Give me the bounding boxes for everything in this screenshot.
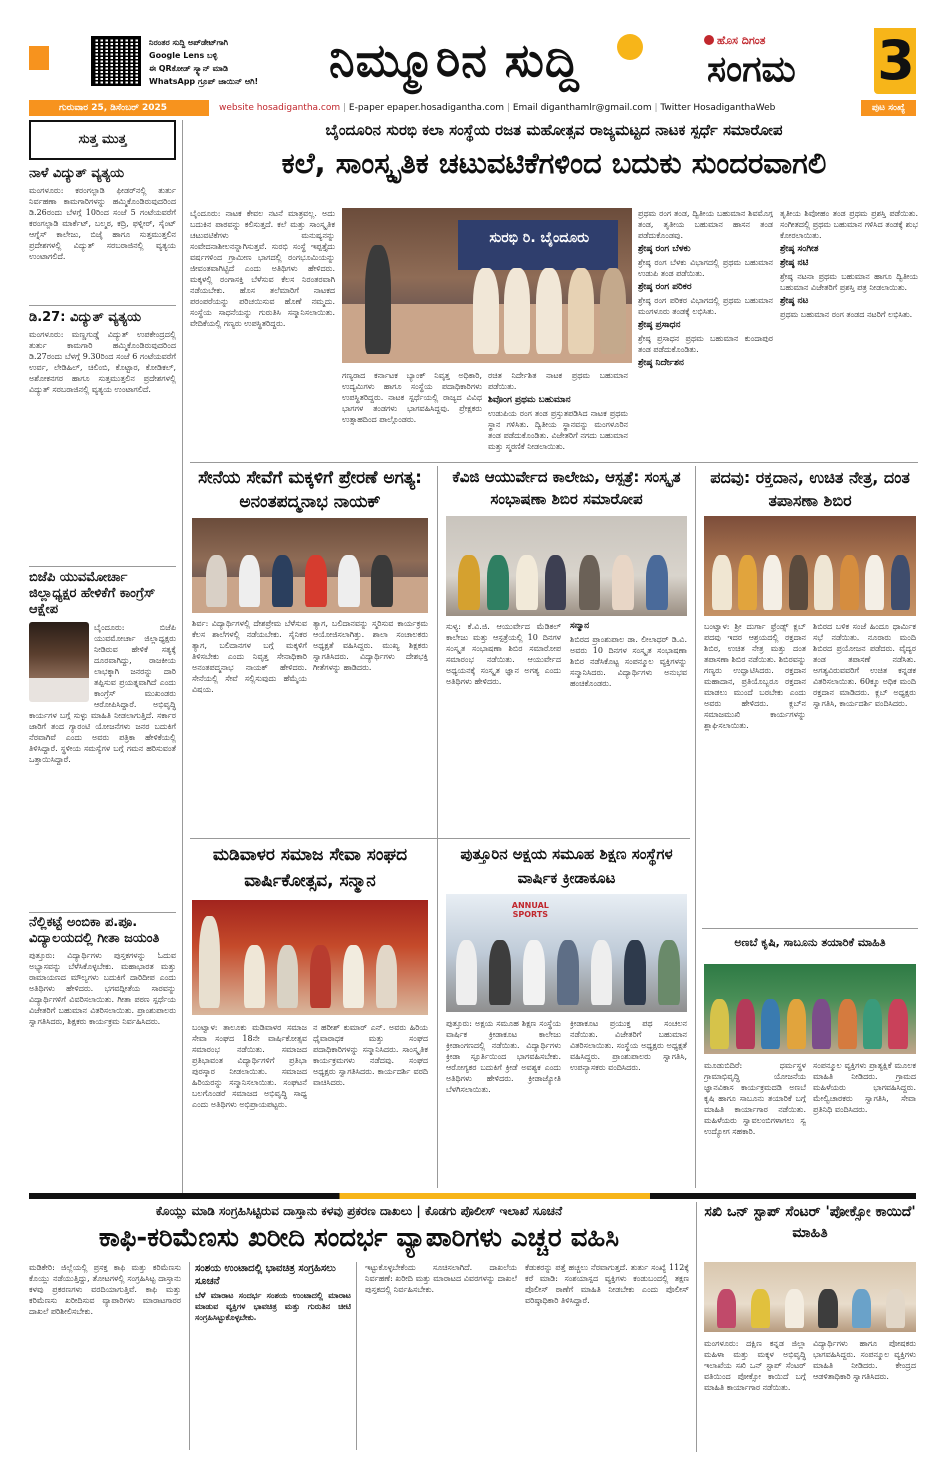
sidebar-story-3	[29, 570, 176, 910]
lead-col-1: ಬೈಂದೂರು: ನಾಟಕ ಕೇವಲ ನಟನೆ ಮಾತ್ರವಲ್ಲ. ಅದು ಬದುಕಿನ ಪಾಠವನ್ನು ಕಲಿಸುತ್ತದೆ. ಕಲೆ ಮತ್ತು ಸಾಂಸ್ಕೃತಿಕ ಚಟುವಟಿಕೆಗಳು ಮನುಷ್ಯನನ್ನು ಸಂವೇದನಾಶೀಲನನ್ನಾಗಿಸುತ್ತವೆ. ಸುರಭಿ ಸಂಸ್ಥೆ ಇಪ್ಪತ್ತೈದು ವರ್ಷಗಳಿಂದ ಗ್ರಾಮೀಣ ಭಾಗದಲ್ಲಿ ರಂಗಭೂಮಿಯನ್ನು ಜೀವಂತವಾಗಿಟ್ಟಿದೆ ಎಂದು ಅತಿಥಿಗಳು ಹೇಳಿದರು. ಮಕ್ಕಳಲ್ಲಿ ರಂಗಾಸಕ್ತಿ ಬೆಳೆಸುವ ಕೆಲಸ ನಿರಂತರವಾಗಿ ನಡೆಯಬೇಕು. ಹೊಸ ತಲೆಮಾರಿಗೆ ನಾಟಕದ ಪರಂಪರೆಯನ್ನು ಪರಿಚಯಿಸುವ ಹೊಣೆ ನಮ್ಮದು. ಸಂಸ್ಥೆಯ ಸಾಧನೆಯನ್ನು ಗುರುತಿಸಿ ಸನ್ಮಾನಿಸಲಾಯಿತು. ವೇದಿಕೆಯಲ್ಲಿ ಗಣ್ಯರು ಉಪಸ್ಥಿತರಿದ್ದರು.	[190, 209, 335, 328]
lead-subhead: ಶ್ರೇಷ್ಠ ಸಂಗೀತ	[780, 244, 819, 254]
divider	[29, 305, 176, 306]
column-divider	[437, 466, 438, 1188]
story-coffee-box-headline: ಸಂಶಯ ಉಂಟಾದಲ್ಲಿ ಭಾವಚಿತ್ರ ಸಂಗ್ರಹಿಸಲು ಸೂಚನೆ	[195, 1263, 336, 1287]
story-sakhi-headline: ಸಖಿ ಒನ್ ಸ್ಟಾಪ್ ಸೆಂಟರ್ 'ಪೋಕ್ಸೋ ಕಾಯಿದೆ' ಮಾಹಿತಿ	[704, 1204, 916, 1241]
lead-photo	[342, 208, 632, 363]
page-number: 3	[877, 29, 915, 92]
masthead-sun-icon	[617, 34, 643, 60]
story-army-col-1: ಶಿರ್ವ: ವಿದ್ಯಾರ್ಥಿಗಳಲ್ಲಿ ದೇಶಪ್ರೇಮ ಬೆಳೆಸುವ ಕೆಲಸ ಶಾಲೆಗಳಲ್ಲಿ ನಡೆಯಬೇಕು. ಸೈನಿಕರ ತ್ಯಾಗ, ಬಲಿದಾನಗಳ ಬಗ್ಗೆ ಮಕ್ಕಳಿಗೆ ತಿಳಿಸಬೇಕು ಎಂದು ನಿವೃತ್ತ ಸೇನಾಧಿಕಾರಿ ಅನಂತಪದ್ಮನಾಭ ನಾಯಕ್ ಹೇಳಿದರು. ಸೇನೆಯಲ್ಲಿ ಸೇವೆ ಸಲ್ಲಿಸುವುದು ಹೆಮ್ಮೆಯ ವಿಷಯ.	[192, 619, 307, 694]
story-sanskrit-headline: ಕೆವಿಜಿ ಆಯುರ್ವೇದ ಕಾಲೇಜು, ಆಸ್ಪತ್ರೆ: ಸಂಸ್ಕೃತ ಸಂಭಾಷಣಾ ಶಿಬಿರ ಸಮಾರೋಪ	[452, 468, 681, 508]
lead-subhead: ಶಿವೊಂಗ ಪ್ರಥಮ ಬಹುಮಾನ	[488, 395, 571, 405]
story-coffee-col-2: ಇಟ್ಟುಕೊಳ್ಳಬೇಕೆಂದು ಸೂಚಿಸಲಾಗಿದೆ. ದಾಖಲೆಯ ನಿರ್ವಹಣೆ: ಖರೀದಿ ಮತ್ತು ಮಾರಾಟದ ವಿವರಗಳನ್ನು ದಾಖಲೆ ಪುಸ್ತಕದಲ್ಲಿ ನಿರ್ವಹಿಸಬೇಕು.	[365, 1263, 517, 1294]
story-coffee-box-body: ಬೆಳೆ ಮಾರಾಟ ಸಂದರ್ಭ ಸಂಶಯ ಉಂಟಾದಲ್ಲಿ ಮಾರಾಟ ಮಾಡುವ ವ್ಯಕ್ತಿಗಳ ಭಾವಚಿತ್ರ ಮತ್ತು ಗುರುತಿನ ಚೀಟಿ ಸಂಗ್ರಹಿಸಿಟ್ಟುಕೊಳ್ಳಬೇಕು.	[195, 1290, 351, 1322]
sidebar-story-4-body: ಪುತ್ತೂರು: ವಿದ್ಯಾರ್ಥಿಗಳು ಪುಸ್ತಕಗಳನ್ನು ಓದುವ ಅಭ್ಯಾಸವನ್ನು ಬೆಳೆಸಿಕೊಳ್ಳಬೇಕು. ಮಹಾಭಾರತ ಮತ್ತು ರಾಮಾಯಣದ ಮೌಲ್ಯಗಳು ಬದುಕಿಗೆ ದಾರಿದೀಪ ಎಂದು ಅತಿಥಿಗಳು ಹೇಳಿದರು. ಭಗವದ್ಗೀತೆಯ ಸಾರವನ್ನು ವಿದ್ಯಾರ್ಥಿಗಳಿಗೆ ವಿವರಿಸಲಾಯಿತು. ಗೀತಾ ಪಠಣ ಸ್ಪರ್ಧೆಯ ವಿಜೇತರಿಗೆ ಬಹುಮಾನ ವಿತರಿಸಲಾಯಿತು. ಪ್ರಾಂಶುಪಾಲರು ಸ್ವಾಗತಿಸಿದರು, ಶಿಕ್ಷಕರು ಕಾರ್ಯಕ್ರಮ ನಿರ್ವಹಿಸಿದರು.	[29, 951, 176, 1026]
story-coffee-kicker: ಕೊಯ್ಲು ಮಾಡಿ ಸಂಗ್ರಹಿಸಿಟ್ಟಿರುವ ದಾಸ್ತಾನು ಕಳವು ಪ್ರಕರಣ ದಾಖಲು | ಕೊಡಗು ಪೊಲೀಸ್ ಇಲಾಖೆ ಸೂಚನೆ	[155, 1204, 563, 1218]
story-sports-headline: ಪುತ್ತೂರಿನ ಅಕ್ಷಯ ಸಮೂಹ ಶಿಕ್ಷಣ ಸಂಸ್ಥೆಗಳ ವಾರ್ಷಿಕ ಕ್ರೀಡಾಕೂಟ	[460, 845, 673, 887]
masthead	[29, 28, 916, 100]
story-sports-photo	[446, 894, 687, 1012]
story-coffee	[29, 1202, 689, 1452]
contact-strip: website hosadigantha.com | E-paper epaper.hosadigantha.com | Email diganthamlr@gmail.com | Twitter HosadiganthaWeb	[219, 103, 776, 113]
story-health-camp	[702, 466, 918, 926]
sidebar-story-3-headline: ಬಿಜೆಪಿ ಯುವಮೋರ್ಚಾ ಜಿಲ್ಲಾಧ್ಯಕ್ಷರ ಹೇಳಿಕೆಗೆ ಕಾಂಗ್ರೆಸ್ ಆಕ್ಷೇಪ	[29, 570, 156, 617]
lead-subhead: ಶ್ರೇಷ್ಠ ನಟ	[780, 296, 809, 306]
lead-col-5: ತೃತೀಯ ಶಿವೋಹಂ ತಂಡ ಪ್ರಥಮ ಪ್ರಶಸ್ತಿ ಪಡೆಯಿತು. ಸಂಗೀತದಲ್ಲಿ ಪ್ರಥಮ ಬಹುಮಾನ ಗಳಿಸಿದ ತಂಡಕ್ಕೆ ಶುಭ ಕೋರಲಾಯಿತು. ಶ್ರೇಷ್ಠ ಸಂಗೀತ ಶ್ರೇಷ್ಠ ನಟಿ ಶ್ರೇಷ್ಠ ನಟನಾ ಪ್ರಥಮ ಬಹುಮಾನ ಹಾಗೂ ದ್ವಿತೀಯ ಬಹುಮಾನ ವಿಜೇತರಿಗೆ ಪ್ರಶಸ್ತಿ ಪತ್ರ ನೀಡಲಾಯಿತು. ಶ್ರೇಷ್ಠ ನಟ ಪ್ರಥಮ ಬಹುಮಾನ ರಂಗ ತಂಡದ ನಟರಿಗೆ ಲಭಿಸಿತು.	[780, 209, 918, 319]
story-sports-col-2: ಕ್ರೀಡಾಕೂಟ ಪ್ರಯುಕ್ತ ಪಥ ಸಂಚಲನ ನಡೆಯಿತು. ವಿಜೇತರಿಗೆ ಬಹುಮಾನ ವಿತರಿಸಲಾಯಿತು. ಸಂಸ್ಥೆಯ ಅಧ್ಯಕ್ಷರು ಅಧ್ಯಕ್ಷತೆ ವಹಿಸಿದ್ದರು. ಪ್ರಾಂಶುಪಾಲರು ಸ್ವಾಗತಿಸಿ, ಉಪನ್ಯಾಸಕರು ವಂದಿಸಿದರು.	[570, 1019, 687, 1072]
story-sports-photo-banner: ANNUAL SPORTS	[511, 901, 549, 920]
sidebar-story-1-headline: ನಾಳೆ ವಿದ್ಯುತ್ ವ್ಯತ್ಯಯ	[29, 166, 125, 181]
sidebar-story-3-body: ಬೈಂದೂರು: ಬಿಜೆಪಿ ಯುವಮೋರ್ಚಾ ಜಿಲ್ಲಾಧ್ಯಕ್ಷರು ನೀಡಿರುವ ಹೇಳಿಕೆ ಸತ್ಯಕ್ಕೆ ದೂರವಾಗಿದ್ದು, ರಾಜಕೀಯ ಲಾಭಕ್ಕಾಗಿ ಜನರನ್ನು ದಾರಿ ತಪ್ಪಿಸುವ ಪ್ರಯತ್ನವಾಗಿದೆ ಎಂದು ಕಾಂಗ್ರೆಸ್ ಮುಖಂಡರು ಆರೋಪಿಸಿದ್ದಾರೆ. ಅಭಿವೃದ್ಧಿ ಕಾರ್ಯಗಳ ಬಗ್ಗೆ ಸುಳ್ಳು ಮಾಹಿತಿ ನೀಡಲಾಗುತ್ತಿದೆ. ಸರ್ಕಾರ ಜಾರಿಗೆ ತಂದ ಗ್ಯಾರಂಟಿ ಯೋಜನೆಗಳು ಜನರ ಬದುಕಿಗೆ ನೆರವಾಗಿವೆ ಎಂದು ಅವರು ಪತ್ರಿಕಾ ಹೇಳಿಕೆಯಲ್ಲಿ ತಿಳಿಸಿದ್ದಾರೆ. ಸ್ಥಳೀಯ ಸಮಸ್ಯೆಗಳ ಬಗ್ಗೆ ಗಮನ ಹರಿಸುವಂತೆ ಒತ್ತಾಯಿಸಿದ್ದಾರೆ.	[29, 623, 176, 764]
story-mushroom-photo	[704, 964, 916, 1054]
section-name: ಸಂಗಮ	[707, 49, 796, 90]
column-divider	[696, 1202, 697, 1452]
story-madivala-col-1: ಬಂಟ್ವಾಳ: ತಾಲೂಕು ಮಡಿವಾಳರ ಸಮಾಜ ಸೇವಾ ಸಂಘದ 18ನೇ ವಾರ್ಷಿಕೋತ್ಸವ ಸಮಾರಂಭ ನಡೆಯಿತು. ಸಮಾಜದ ಪ್ರತಿಭಾವಂತ ವಿದ್ಯಾರ್ಥಿಗಳಿಗೆ ಪ್ರತಿಭಾ ಪುರಸ್ಕಾರ ನೀಡಲಾಯಿತು. ಸಮಾಜದ ಹಿರಿಯರನ್ನು ಸನ್ಮಾನಿಸಲಾಯಿತು. ಸಂಘಟನೆ ಬಲಗೊಂಡರೆ ಸಮಾಜದ ಅಭಿವೃದ್ಧಿ ಸಾಧ್ಯ ಎಂದು ಅತಿಥಿಗಳು ಅಭಿಪ್ರಾಯಪಟ್ಟರು.	[192, 1023, 307, 1109]
sidebar-story-2-body: ಮಂಗಳೂರು: ಮಣ್ಣಗುಡ್ಡೆ ವಿದ್ಯುತ್ ಉಪಕೇಂದ್ರದಲ್ಲಿ ತುರ್ತು ಕಾಮಗಾರಿ ಹಮ್ಮಿಕೊಂಡಿರುವುದರಿಂದ ಡಿ.27ರಂದು ಬೆಳಗ್ಗೆ 9.30ರಿಂದ ಸಂಜೆ 6 ಗಂಟೆಯವರೆಗೆ ಉರ್ವ, ಲೇಡಿಹಿಲ್, ಚಿಲಿಂಬಿ, ಕೊಟ್ಟಾರ, ಕೋಡಿಕಲ್, ಅಶೋಕನಗರ ಹಾಗೂ ಸುತ್ತಮುತ್ತಲಿನ ಪ್ರದೇಶಗಳಲ್ಲಿ ವಿದ್ಯುತ್ ಸರಬರಾಜಿನಲ್ಲಿ ವ್ಯತ್ಯಯ ಉಂಟಾಗಲಿದೆ.	[29, 330, 176, 394]
lead-kicker: ಬೈಂದೂರಿನ ಸುರಭಿ ಕಲಾ ಸಂಸ್ಥೆಯ ರಜತ ಮಹೋತ್ಸವ ರಾಜ್ಯಮಟ್ಟದ ನಾಟಕ ಸ್ಪರ್ಧೆ ಸಮಾರೋಪ	[325, 121, 783, 139]
story-sanskrit-subhead: ಸನ್ಮಾನ	[570, 621, 590, 631]
column-divider	[695, 466, 696, 1188]
story-health-camp-headline: ಪದವು: ರಕ್ತದಾನ, ಉಚಿತ ನೇತ್ರ, ದಂತ ತಪಾಸಣಾ ಶಿಬಿರ	[710, 468, 910, 510]
brand-logo: ಹೊಸ ದಿಗಂತ	[704, 34, 766, 48]
story-coffee-headline: ಕಾಫಿ-ಕರಿಮೆಣಸು ಖರೀದಿ ಸಂದರ್ಭ ವ್ಯಾಪಾರಿಗಳು ಎಚ್ಚರ ವಹಿಸಿ	[98, 1223, 620, 1253]
story-coffee-col-3: ಕೆಡುಕರನ್ನು ಪತ್ತೆ ಹಚ್ಚಲು ನೆರವಾಗುತ್ತದೆ. ತುರ್ತು ಸಂಖ್ಯೆ 112ಕ್ಕೆ ಕರೆ ಮಾಡಿ: ಸಂಶಯಾಸ್ಪದ ವ್ಯಕ್ತಿಗಳು ಕಂಡುಬಂದಲ್ಲಿ ತಕ್ಷಣ ಪೊಲೀಸ್ ಠಾಣೆಗೆ ಮಾಹಿತಿ ನೀಡಬೇಕು ಎಂದು ಪೊಲೀಸ್ ವರಿಷ್ಠಾಧಿಕಾರಿ ತಿಳಿಸಿದ್ದಾರೆ.	[525, 1263, 689, 1305]
story-coffee-col-1: ಮಡಿಕೇರಿ: ಜಿಲ್ಲೆಯಲ್ಲಿ ಪ್ರಸಕ್ತ ಕಾಫಿ ಮತ್ತು ಕರಿಮೆಣಸು ಕೊಯ್ಲು ನಡೆಯುತ್ತಿದ್ದು, ತೋಟಗಳಲ್ಲಿ ಸಂಗ್ರಹಿಸಿಟ್ಟ ದಾಸ್ತಾನು ಕಳವು ಪ್ರಕರಣಗಳು ವರದಿಯಾಗುತ್ತಿವೆ. ಕಾಫಿ ಮತ್ತು ಕರಿಮೆಣಸು ಖರೀದಿಸುವ ವ್ಯಾಪಾರಿಗಳು ಮಾರಾಟಗಾರರ ದಾಖಲೆ ಪರಿಶೀಲಿಸಬೇಕು.	[29, 1263, 181, 1316]
divider	[29, 566, 176, 567]
story-health-camp-col-1: ಬಂಟ್ವಾಳ: ಶ್ರೀ ದುರ್ಗಾ ಫ್ರೆಂಡ್ಸ್ ಕ್ಲಬ್ ಪದವು ಇದರ ಆಶ್ರಯದಲ್ಲಿ ರಕ್ತದಾನ ಶಿಬಿರ, ಉಚಿತ ನೇತ್ರ ಮತ್ತು ದಂತ ತಪಾಸಣಾ ಶಿಬಿರ ನಡೆಯಿತು. ಶಿಬಿರವನ್ನು ಗಣ್ಯರು ಉದ್ಘಾಟಿಸಿದರು. ರಕ್ತದಾನ ಮಹಾದಾನ, ಪ್ರತಿಯೊಬ್ಬರೂ ರಕ್ತದಾನ ಮಾಡಲು ಮುಂದೆ ಬರಬೇಕು ಎಂದು ಅವರು ಹೇಳಿದರು. ಕ್ಲಬ್‌ನ ಸಮಾಜಮುಖಿ ಕಾರ್ಯಗಳನ್ನು ಶ್ಲಾಘಿಸಲಾಯಿತು.	[704, 622, 806, 730]
story-army	[190, 466, 430, 836]
story-army-col-2: ತ್ಯಾಗ, ಬಲಿದಾನವನ್ನು ಸ್ಮರಿಸುವ ಕಾರ್ಯಕ್ರಮ ಆಯೋಜಿಸಲಾಗಿತ್ತು. ಶಾಲಾ ಸಂಚಾಲಕರು ಅಧ್ಯಕ್ಷತೆ ವಹಿಸಿದ್ದರು. ಮುಖ್ಯ ಶಿಕ್ಷಕರು ಸ್ವಾಗತಿಸಿದರು. ವಿದ್ಯಾರ್ಥಿಗಳು ದೇಶಭಕ್ತಿ ಗೀತೆಗಳನ್ನು ಹಾಡಿದರು.	[313, 619, 428, 672]
story-sakhi-col-1: ಮಂಗಳೂರು: ದಕ್ಷಿಣ ಕನ್ನಡ ಜಿಲ್ಲಾ ಮಹಿಳಾ ಮತ್ತು ಮಕ್ಕಳ ಅಭಿವೃದ್ಧಿ ಇಲಾಖೆಯ ಸಖಿ ಒನ್ ಸ್ಟಾಪ್ ಸೆಂಟರ್ ವತಿಯಿಂದ ಪೋಕ್ಸೋ ಕಾಯಿದೆ ಬಗ್ಗೆ ಮಾಹಿತಿ ಕಾರ್ಯಾಗಾರ ನಡೆಯಿತು.	[704, 1339, 806, 1392]
lead-story	[190, 120, 918, 465]
story-madivala-headline: ಮಡಿವಾಳರ ಸಮಾಜ ಸೇವಾ ಸಂಘದ ವಾರ್ಷಿಕೋತ್ಸವ, ಸನ್ಮಾನ	[212, 845, 408, 891]
lead-col-4: ಪ್ರಥಮ ರಂಗ ತಂಡ, ದ್ವಿತೀಯ ಬಹುಮಾನ ಶಿವಮೊಗ್ಗ ತಂಡ, ತೃತೀಯ ಬಹುಮಾನ ಹಾಸನ ತಂಡ ಪಡೆದುಕೊಂಡವು. ಶ್ರೇಷ್ಠ ರಂಗ ಬೆಳಕು ಶ್ರೇಷ್ಠ ರಂಗ ಬೆಳಕು ವಿಭಾಗದಲ್ಲಿ ಪ್ರಥಮ ಬಹುಮಾನ ಉಡುಪಿ ತಂಡ ಪಡೆಯಿತು. ಶ್ರೇಷ್ಠ ರಂಗ ಪರಿಕರ ಶ್ರೇಷ್ಠ ರಂಗ ಪರಿಕರ ವಿಭಾಗದಲ್ಲಿ ಪ್ರಥಮ ಬಹುಮಾನ ಮಂಗಳೂರು ತಂಡಕ್ಕೆ ಲಭಿಸಿತು. ಶ್ರೇಷ್ಠ ಪ್ರಸಾಧನ ಶ್ರೇಷ್ಠ ಪ್ರಸಾಧನ ಪ್ರಥಮ ಬಹುಮಾನ ಕುಂದಾಪುರ ತಂಡ ಪಡೆದುಕೊಂಡಿತು. ಶ್ರೇಷ್ಠ ನಿರ್ದೇಶನ	[638, 209, 773, 368]
lead-subhead: ಶ್ರೇಷ್ಠ ನಿರ್ದೇಶನ	[638, 358, 684, 368]
info-bar	[29, 100, 916, 116]
story-sakhi-col-2: ವಿದ್ಯಾರ್ಥಿಗಳು ಹಾಗೂ ಪೋಷಕರು ಭಾಗವಹಿಸಿದ್ದರು. ಸಂಪನ್ಮೂಲ ವ್ಯಕ್ತಿಗಳು ಮಾಹಿತಿ ನೀಡಿದರು. ಕೇಂದ್ರದ ಆಡಳಿತಾಧಿಕಾರಿ ಸ್ವಾಗತಿಸಿದರು.	[813, 1339, 916, 1381]
story-coffee-box	[189, 1262, 357, 1450]
sidebar-story-4-headline: ನೆಲ್ಲಿಕಟ್ಟೆ ಅಂಬಿಕಾ ಪ.ಪೂ. ವಿದ್ಯಾಲಯದಲ್ಲಿ ಗೀತಾ ಜಯಂತಿ	[29, 915, 160, 946]
story-sakhi	[702, 1202, 918, 1452]
qr-code-icon[interactable]	[91, 36, 141, 86]
date-box: ಗುರುವಾರ 25, ಡಿಸೆಂಬರ್ 2025	[29, 100, 209, 116]
lead-col-3: ರಚಿತ ನಿರ್ದೇಶಿತ ನಾಟಕ ಪ್ರಥಮ ಬಹುಮಾನ ಪಡೆಯಿತು. ಶಿವೊಂಗ ಪ್ರಥಮ ಬಹುಮಾನ ಉಡುಪಿಯ ರಂಗ ತಂಡ ಪ್ರಸ್ತುತಪಡಿಸಿದ ನಾಟಕ ಪ್ರಥಮ ಸ್ಥಾನ ಗಳಿಸಿತು. ದ್ವಿತೀಯ ಸ್ಥಾನವನ್ನು ಮಂಗಳೂರಿನ ತಂಡ ಪಡೆದುಕೊಂಡಿತು. ವಿಜೇತರಿಗೆ ನಗದು ಬಹುಮಾನ ಮತ್ತು ಸ್ಮರಣಿಕೆ ನೀಡಲಾಯಿತು.	[488, 371, 628, 451]
divider	[190, 838, 690, 839]
story-army-headline: ಸೇನೆಯ ಸೇವೆಗೆ ಮಕ್ಕಳಿಗೆ ಪ್ರೇರಣೆ ಅಗತ್ಯ: ಅನಂತಪದ್ಮನಾಭ ನಾಯಕ್	[198, 468, 422, 512]
lead-subhead: ಶ್ರೇಷ್ಠ ರಂಗ ಬೆಳಕು	[638, 244, 691, 254]
divider	[190, 462, 918, 463]
divider	[702, 928, 918, 929]
avatar	[29, 622, 89, 702]
epaper-link[interactable]: E-paper epaper.hosadigantha.com	[348, 103, 505, 113]
bottom-band	[29, 1193, 916, 1199]
lead-subhead: ಶ್ರೇಷ್ಠ ರಂಗ ಪರಿಕರ	[638, 282, 692, 292]
story-madivala-col-2: ನ ಹರೀಶ್ ಕುಮಾರ್ ಎನ್. ಅವರು ಹಿರಿಯ ಧೈವಾರಾಧಕ ಮತ್ತು ಸಂಘದ ಪದಾಧಿಕಾರಿಗಳನ್ನು ಸನ್ಮಾನಿಸಿದರು. ಸಾಂಸ್ಕೃತಿಕ ಕಾರ್ಯಕ್ರಮಗಳು ನಡೆದವು. ಸಂಘದ ಅಧ್ಯಕ್ಷರು ಸ್ವಾಗತಿಸಿದರು. ಕಾರ್ಯದರ್ಶಿ ವರದಿ ವಾಚಿಸಿದರು.	[313, 1023, 428, 1087]
story-army-photo	[192, 518, 428, 613]
story-health-camp-photo	[704, 516, 916, 616]
column-divider	[182, 120, 183, 1195]
divider	[29, 912, 176, 913]
story-sakhi-photo	[704, 1262, 916, 1332]
story-sports	[444, 842, 689, 1192]
lead-subhead: ಶ್ರೇಷ್ಠ ಪ್ರಸಾಧನ	[638, 320, 681, 330]
lead-subhead: ಶ್ರೇಷ್ಠ ನಟಿ	[780, 258, 809, 268]
sidebar-story-4	[29, 915, 176, 1180]
brand-logo-icon	[704, 35, 714, 45]
email-link[interactable]: Email diganthamlr@gmail.com	[512, 103, 652, 113]
story-sanskrit-col-2: ಸನ್ಮಾನ ಶಿಬಿರದ ಪ್ರಾಂಶುಪಾಲ ಡಾ. ಲೀಲಾಧರ್ ಡಿ.ವಿ. ಅವರು 10 ದಿನಗಳ ಸಂಸ್ಕೃತ ಸಂಭಾಷಣಾ ಶಿಬಿರ ನಡೆಸಿಕೊಟ್ಟ ಸಂಪನ್ಮೂಲ ವ್ಯಕ್ತಿಗಳನ್ನು ಸನ್ಮಾನಿಸಿದರು. ವಿದ್ಯಾರ್ಥಿಗಳು ಅನುಭವ ಹಂಚಿಕೊಂಡರು.	[570, 621, 687, 688]
story-sanskrit	[444, 466, 689, 836]
lead-photo-banner: ಸುರಭಿ ರಿ. ಬೈಂದೂರು	[489, 229, 590, 246]
twitter-link[interactable]: Twitter HosadiganthaWeb	[660, 103, 776, 113]
story-mushroom-col-1: ಮೂಡುಬಿದಿರೆ: ಧರ್ಮಸ್ಥಳ ಗ್ರಾಮಾಭಿವೃದ್ಧಿ ಯೋಜನೆಯ ಜ್ಞಾನವಿಕಾಸ ಕಾರ್ಯಕ್ರಮದಡಿ ಅಣಬೆ ಕೃಷಿ ಹಾಗೂ ಸಾಬೂನು ತಯಾರಿಕೆ ಬಗ್ಗೆ ಮಾಹಿತಿ ಕಾರ್ಯಾಗಾರ ನಡೆಯಿತು. ಮಹಿಳೆಯರು ಸ್ವಾವಲಂಬಿಗಳಾಗಲು ಸ್ವ ಉದ್ಯೋಗ ಸಹಕಾರಿ.	[704, 1061, 806, 1136]
sidebar-story-2	[29, 310, 176, 550]
story-sanskrit-col-1: ಸುಳ್ಯ: ಕೆ.ವಿ.ಜಿ. ಆಯುರ್ವೇದ ಮೆಡಿಕಲ್ ಕಾಲೇಜು ಮತ್ತು ಆಸ್ಪತ್ರೆಯಲ್ಲಿ 10 ದಿನಗಳ ಸಂಸ್ಕೃತ ಸಂಭಾಷಣಾ ಶಿಬಿರ ಸಮಾರೋಪ ಸಮಾರಂಭ ನಡೆಯಿತು. ಆಯುರ್ವೇದ ಅಧ್ಯಯನಕ್ಕೆ ಸಂಸ್ಕೃತ ಜ್ಞಾನ ಅಗತ್ಯ ಎಂದು ಅತಿಥಿಗಳು ಹೇಳಿದರು.	[446, 622, 561, 686]
story-health-camp-col-2: ಶಿಬಿರದ ಬಳಿಕ ಸಂಜೆ ಹಿಂದೂ ಧಾರ್ಮಿಕ ಸಭೆ ನಡೆಯಿತು. ನೂರಾರು ಮಂದಿ ಶಿಬಿರದ ಪ್ರಯೋಜನ ಪಡೆದರು. ವೈದ್ಯರ ತಂಡ ತಪಾಸಣೆ ನಡೆಸಿತು. ಅಗತ್ಯವಿರುವವರಿಗೆ ಉಚಿತ ಕನ್ನಡಕ ವಿತರಿಸಲಾಯಿತು. 60ಕ್ಕೂ ಅಧಿಕ ಮಂದಿ ರಕ್ತದಾನ ಮಾಡಿದರು. ಕ್ಲಬ್ ಅಧ್ಯಕ್ಷರು ಸ್ವಾಗತಿಸಿ, ಕಾರ್ಯದರ್ಶಿ ವಂದಿಸಿದರು.	[813, 622, 916, 708]
qr-caption: ನಿರಂತರ ಸುದ್ದಿ ಅಪ್‌ಡೇಟ್‌ಗಾಗಿ Google Lens ಬಳ್ಳಿ ಈ QRಕೋಡ್ ಸ್ಕ್ಯಾನ್ ಮಾಡಿ WhatsApp ಗ್ರೂಪ್ ಜಾಯಿನ್ ಆಗಿ!	[149, 38, 259, 86]
story-mushroom-headline: ಅಣಬೆ ಕೃಷಿ, ಸಾಬೂನು ತಯಾರಿಕೆ ಮಾಹಿತಿ	[734, 936, 886, 949]
story-sanskrit-photo	[446, 516, 687, 616]
sidebar-story-2-headline: ಡಿ.27: ವಿದ್ಯುತ್ ವ್ಯತ್ಯಯ	[29, 310, 142, 325]
orange-tab-left	[29, 46, 49, 70]
story-mushroom	[702, 932, 918, 1192]
sidebar-story-1-body: ಮಂಗಳೂರು: ಕರಂಗಲ್ಪಾಡಿ ಫೀಡರ್‌ನಲ್ಲಿ ತುರ್ತು ನಿರ್ವಹಣಾ ಕಾಮಗಾರಿಗಳನ್ನು ಹಮ್ಮಿಕೊಂಡಿರುವುದರಿಂದ ಡಿ.26ರಂದು ಬೆಳಗ್ಗೆ 10ರಿಂದ ಸಂಜೆ 5 ಗಂಟೆಯವರೆಗೆ ಕರಂಗಲ್ಪಾಡಿ ಮಾರ್ಕೆಟ್, ಬಲ್ಮಠ, ಕದ್ರಿ, ಫಳ್ನೀರ್, ಸೈಂಟ್ ಆಗ್ನೆಸ್ ಕಾಲೇಜು, ಬಿಜೈ ಹಾಗೂ ಸುತ್ತಮುತ್ತಲಿನ ಪ್ರದೇಶಗಳಲ್ಲಿ ವಿದ್ಯುತ್ ಸರಬರಾಜಿನಲ್ಲಿ ವ್ಯತ್ಯಯ ಉಂಟಾಗಲಿದೆ.	[29, 186, 176, 261]
masthead-title: ನಿಮ್ಮೂರಿನ ಸುದ್ದಿ	[329, 33, 580, 87]
story-mushroom-col-2: ಸಂಪನ್ಮೂಲ ವ್ಯಕ್ತಿಗಳು ಪ್ರಾತ್ಯಕ್ಷಿಕೆ ಮೂಲಕ ಮಾಹಿತಿ ನೀಡಿದರು. ಗ್ರಾಮದ ಮಹಿಳೆಯರು ಭಾಗವಹಿಸಿದ್ದರು. ಮೇಲ್ವಿಚಾರಕರು ಸ್ವಾಗತಿಸಿ, ಸೇವಾ ಪ್ರತಿನಿಧಿ ವಂದಿಸಿದರು.	[813, 1061, 916, 1114]
lead-col-2: ಗಣ್ಯರಾದ ಕರ್ನಾಟಕ ಬ್ಯಾಂಕ್ ನಿವೃತ್ತ ಅಧಿಕಾರಿ, ಉದ್ಯಮಿಗಳು ಹಾಗೂ ಸಂಸ್ಥೆಯ ಪದಾಧಿಕಾರಿಗಳು ಉಪಸ್ಥಿತರಿದ್ದರು. ನಾಟಕ ಸ್ಪರ್ಧೆಯಲ್ಲಿ ರಾಜ್ಯದ ವಿವಿಧ ಭಾಗಗಳ ತಂಡಗಳು ಭಾಗವಹಿಸಿದ್ದವು. ಪ್ರೇಕ್ಷಕರು ಉತ್ಸಾಹದಿಂದ ಪಾಲ್ಗೊಂಡರು.	[342, 371, 482, 424]
website-link[interactable]: website hosadigantha.com	[219, 103, 341, 113]
page-label: ಪುಟ ಸಂಖ್ಯೆ	[861, 100, 916, 116]
sidebar-logo: ಸುತ್ತ ಮುತ್ತ	[29, 120, 176, 160]
story-madivala	[190, 842, 430, 1192]
lead-headline: ಕಲೆ, ಸಾಂಸ್ಕೃತಿಕ ಚಟುವಟಿಕೆಗಳಿಂದ ಬದುಕು ಸುಂದರವಾಗಲಿ	[281, 146, 827, 180]
sidebar-story-1	[29, 166, 176, 306]
story-sports-col-1: ಪುತ್ತೂರು: ಅಕ್ಷಯ ಸಮೂಹ ಶಿಕ್ಷಣ ಸಂಸ್ಥೆಯ ವಾರ್ಷಿಕ ಕ್ರೀಡಾಕೂಟ ಕಾಲೇಜು ಕ್ರೀಡಾಂಗಣದಲ್ಲಿ ನಡೆಯಿತು. ವಿದ್ಯಾರ್ಥಿಗಳು ಕ್ರೀಡಾ ಸ್ಫೂರ್ತಿಯಿಂದ ಭಾಗವಹಿಸಬೇಕು. ಆರೋಗ್ಯಕರ ಬದುಕಿಗೆ ಕ್ರೀಡೆ ಅವಶ್ಯಕ ಎಂದು ಅತಿಥಿಗಳು ಹೇಳಿದರು. ಕ್ರೀಡಾಜ್ಯೋತಿ ಬೆಳಗಿಸಲಾಯಿತು.	[446, 1019, 561, 1094]
story-madivala-photo	[192, 900, 428, 1015]
